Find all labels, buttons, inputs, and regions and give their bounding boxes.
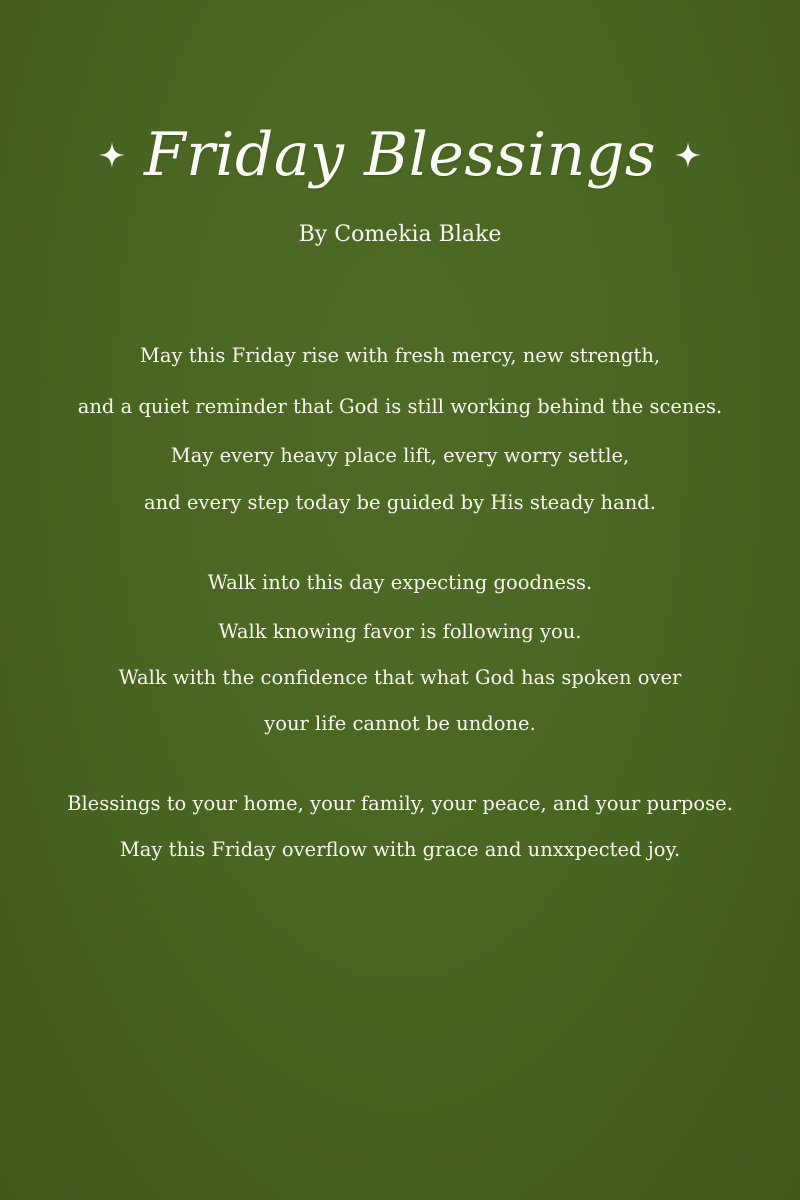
poem-line: and every step today be guided by His steady hand. (144, 491, 656, 514)
author-byline: By Comekia Blake (298, 222, 502, 247)
title-row (0, 110, 800, 200)
poem-line: Blessings to your home, your family, your peace, and your purpose. (67, 792, 733, 815)
poem-line: Walk into this day expecting goodness. (207, 571, 593, 594)
poem-line: Walk with the confidence that what God has spoken over (118, 666, 682, 689)
poem-line: Walk knowing favor is following you. (218, 620, 582, 643)
page-title: Friday Blessings (143, 120, 657, 190)
poem-line: May this Friday overflow with grace and unxxpected joy. (119, 838, 681, 861)
sparkle-icon (674, 141, 702, 169)
poem-line: May every heavy place lift, every worry settle, (170, 444, 630, 467)
poem-line: and a quiet reminder that God is still working behind the scenes. (77, 395, 723, 418)
poem-line: May this Friday rise with fresh mercy, new strength, (139, 344, 661, 367)
poem-line: your life cannot be undone. (264, 712, 536, 735)
sparkle-icon (98, 141, 126, 169)
